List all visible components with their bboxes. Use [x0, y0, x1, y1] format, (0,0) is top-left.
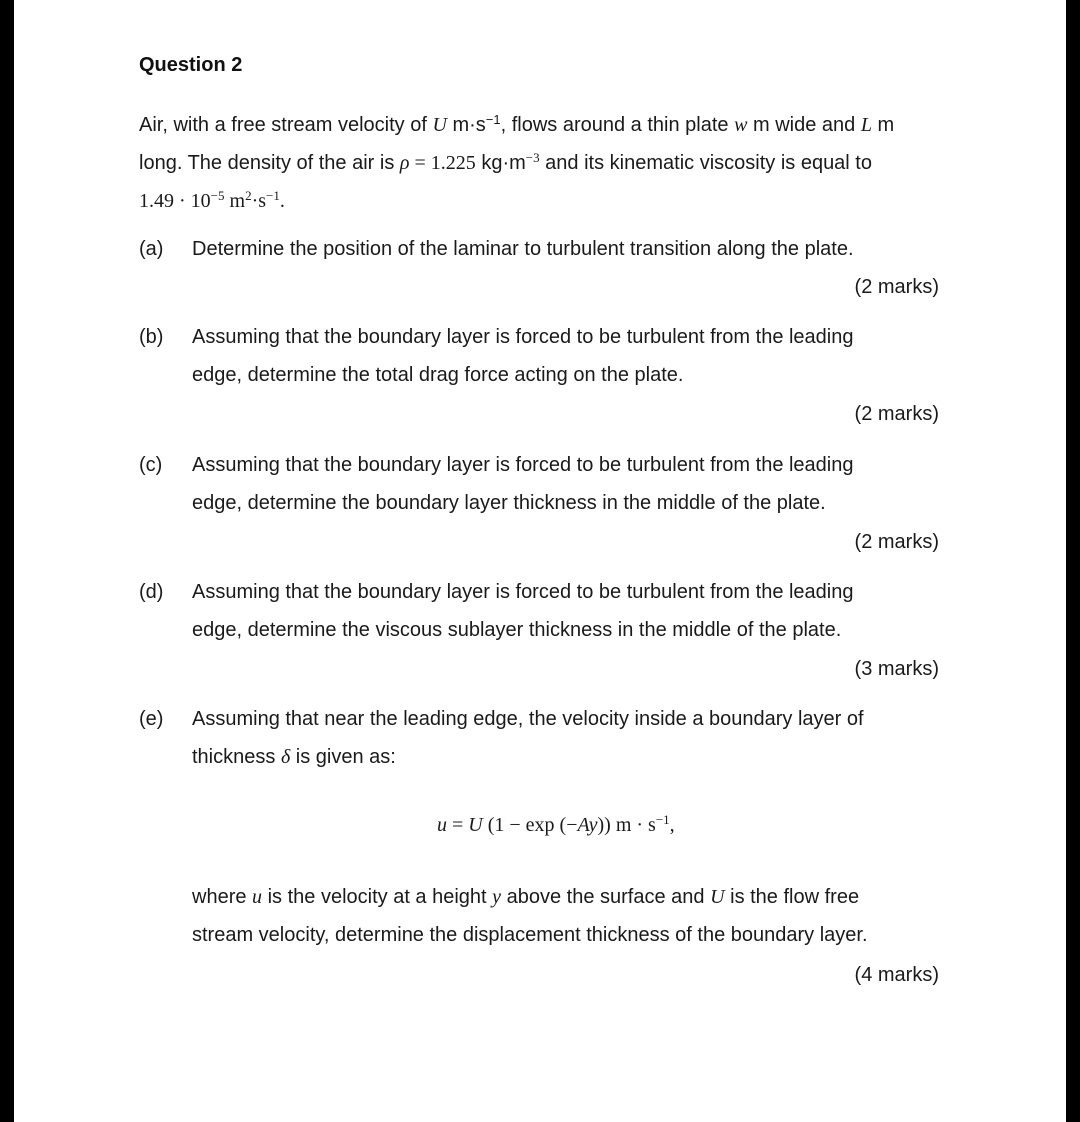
part-b-marks: (2 marks) — [854, 403, 939, 425]
symbol-u: u — [252, 886, 263, 908]
part-label: (d) — [139, 581, 164, 603]
part-text: Assuming that the boundary layer is forced to be turbulent from the leading — [192, 581, 854, 603]
symbol-U: U — [710, 886, 725, 908]
part-text: edge, determine the boundary layer thickness in the middle of the plate. — [192, 492, 826, 514]
part-text: Assuming that the boundary layer is forced to be turbulent from the leading — [192, 326, 854, 348]
part-text: stream velocity, determine the displacement thickness of the boundary layer. — [192, 924, 868, 946]
part-e-continued — [139, 878, 939, 954]
symbol-w: w — [734, 114, 748, 136]
part-a — [139, 230, 939, 268]
intro-line-3: $1.49 \cdot 10^{-5}$ $m^2\cdot s^{-1}$. — [139, 188, 285, 212]
symbol-L: L — [860, 114, 872, 136]
part-label: (e) — [139, 708, 164, 730]
left-border — [0, 0, 14, 1122]
part-label: (c) — [139, 454, 163, 476]
part-c — [139, 446, 939, 522]
right-border — [1066, 0, 1080, 1122]
question-intro — [139, 106, 949, 220]
part-a-marks: (2 marks) — [854, 276, 939, 298]
part-e-marks: (4 marks) — [854, 964, 939, 986]
part-text: edge, determine the total drag force acting on the plate. — [192, 364, 684, 386]
symbol-rho: ρ — [399, 152, 410, 174]
part-b — [139, 318, 939, 394]
part-text: Assuming that the boundary layer is forced to be turbulent from the leading — [192, 454, 854, 476]
part-d — [139, 573, 939, 649]
part-text: Assuming that near the leading edge, the velocity inside a boundary layer of — [192, 708, 864, 730]
intro-line-2: long. The density of the air is ρ = 1.225 $kg\cdot m^{-3}$ and its kinematic viscosity is equal to — [139, 150, 872, 174]
part-text: Determine the position of the laminar to turbulent transition along the plate. — [192, 238, 854, 260]
part-text: edge, determine the viscous sublayer thickness in the middle of the plate. — [192, 619, 842, 641]
question-heading: Question 2 — [139, 54, 243, 76]
document-page — [14, 0, 1066, 1122]
symbol-delta: δ — [280, 746, 291, 768]
part-e — [139, 700, 939, 776]
part-c-marks: (2 marks) — [854, 531, 939, 553]
part-d-marks: (3 marks) — [854, 658, 939, 680]
symbol-y: y — [492, 886, 502, 908]
part-label: (a) — [139, 238, 164, 260]
part-text: where u is the velocity at a height y above the surface and U is the flow free — [192, 886, 860, 908]
symbol-U: U — [432, 114, 447, 136]
part-text: thickness δ is given as: — [192, 746, 396, 768]
intro-line-1: Air, with a free stream velocity of U $m\cdot s^{-1}$, flows around a thin plate w m wide and L m — [139, 112, 895, 136]
velocity-equation: u = U (1 − exp (−Ay)) $m \cdot s^{-1}$, — [437, 812, 675, 836]
part-label: (b) — [139, 326, 164, 348]
